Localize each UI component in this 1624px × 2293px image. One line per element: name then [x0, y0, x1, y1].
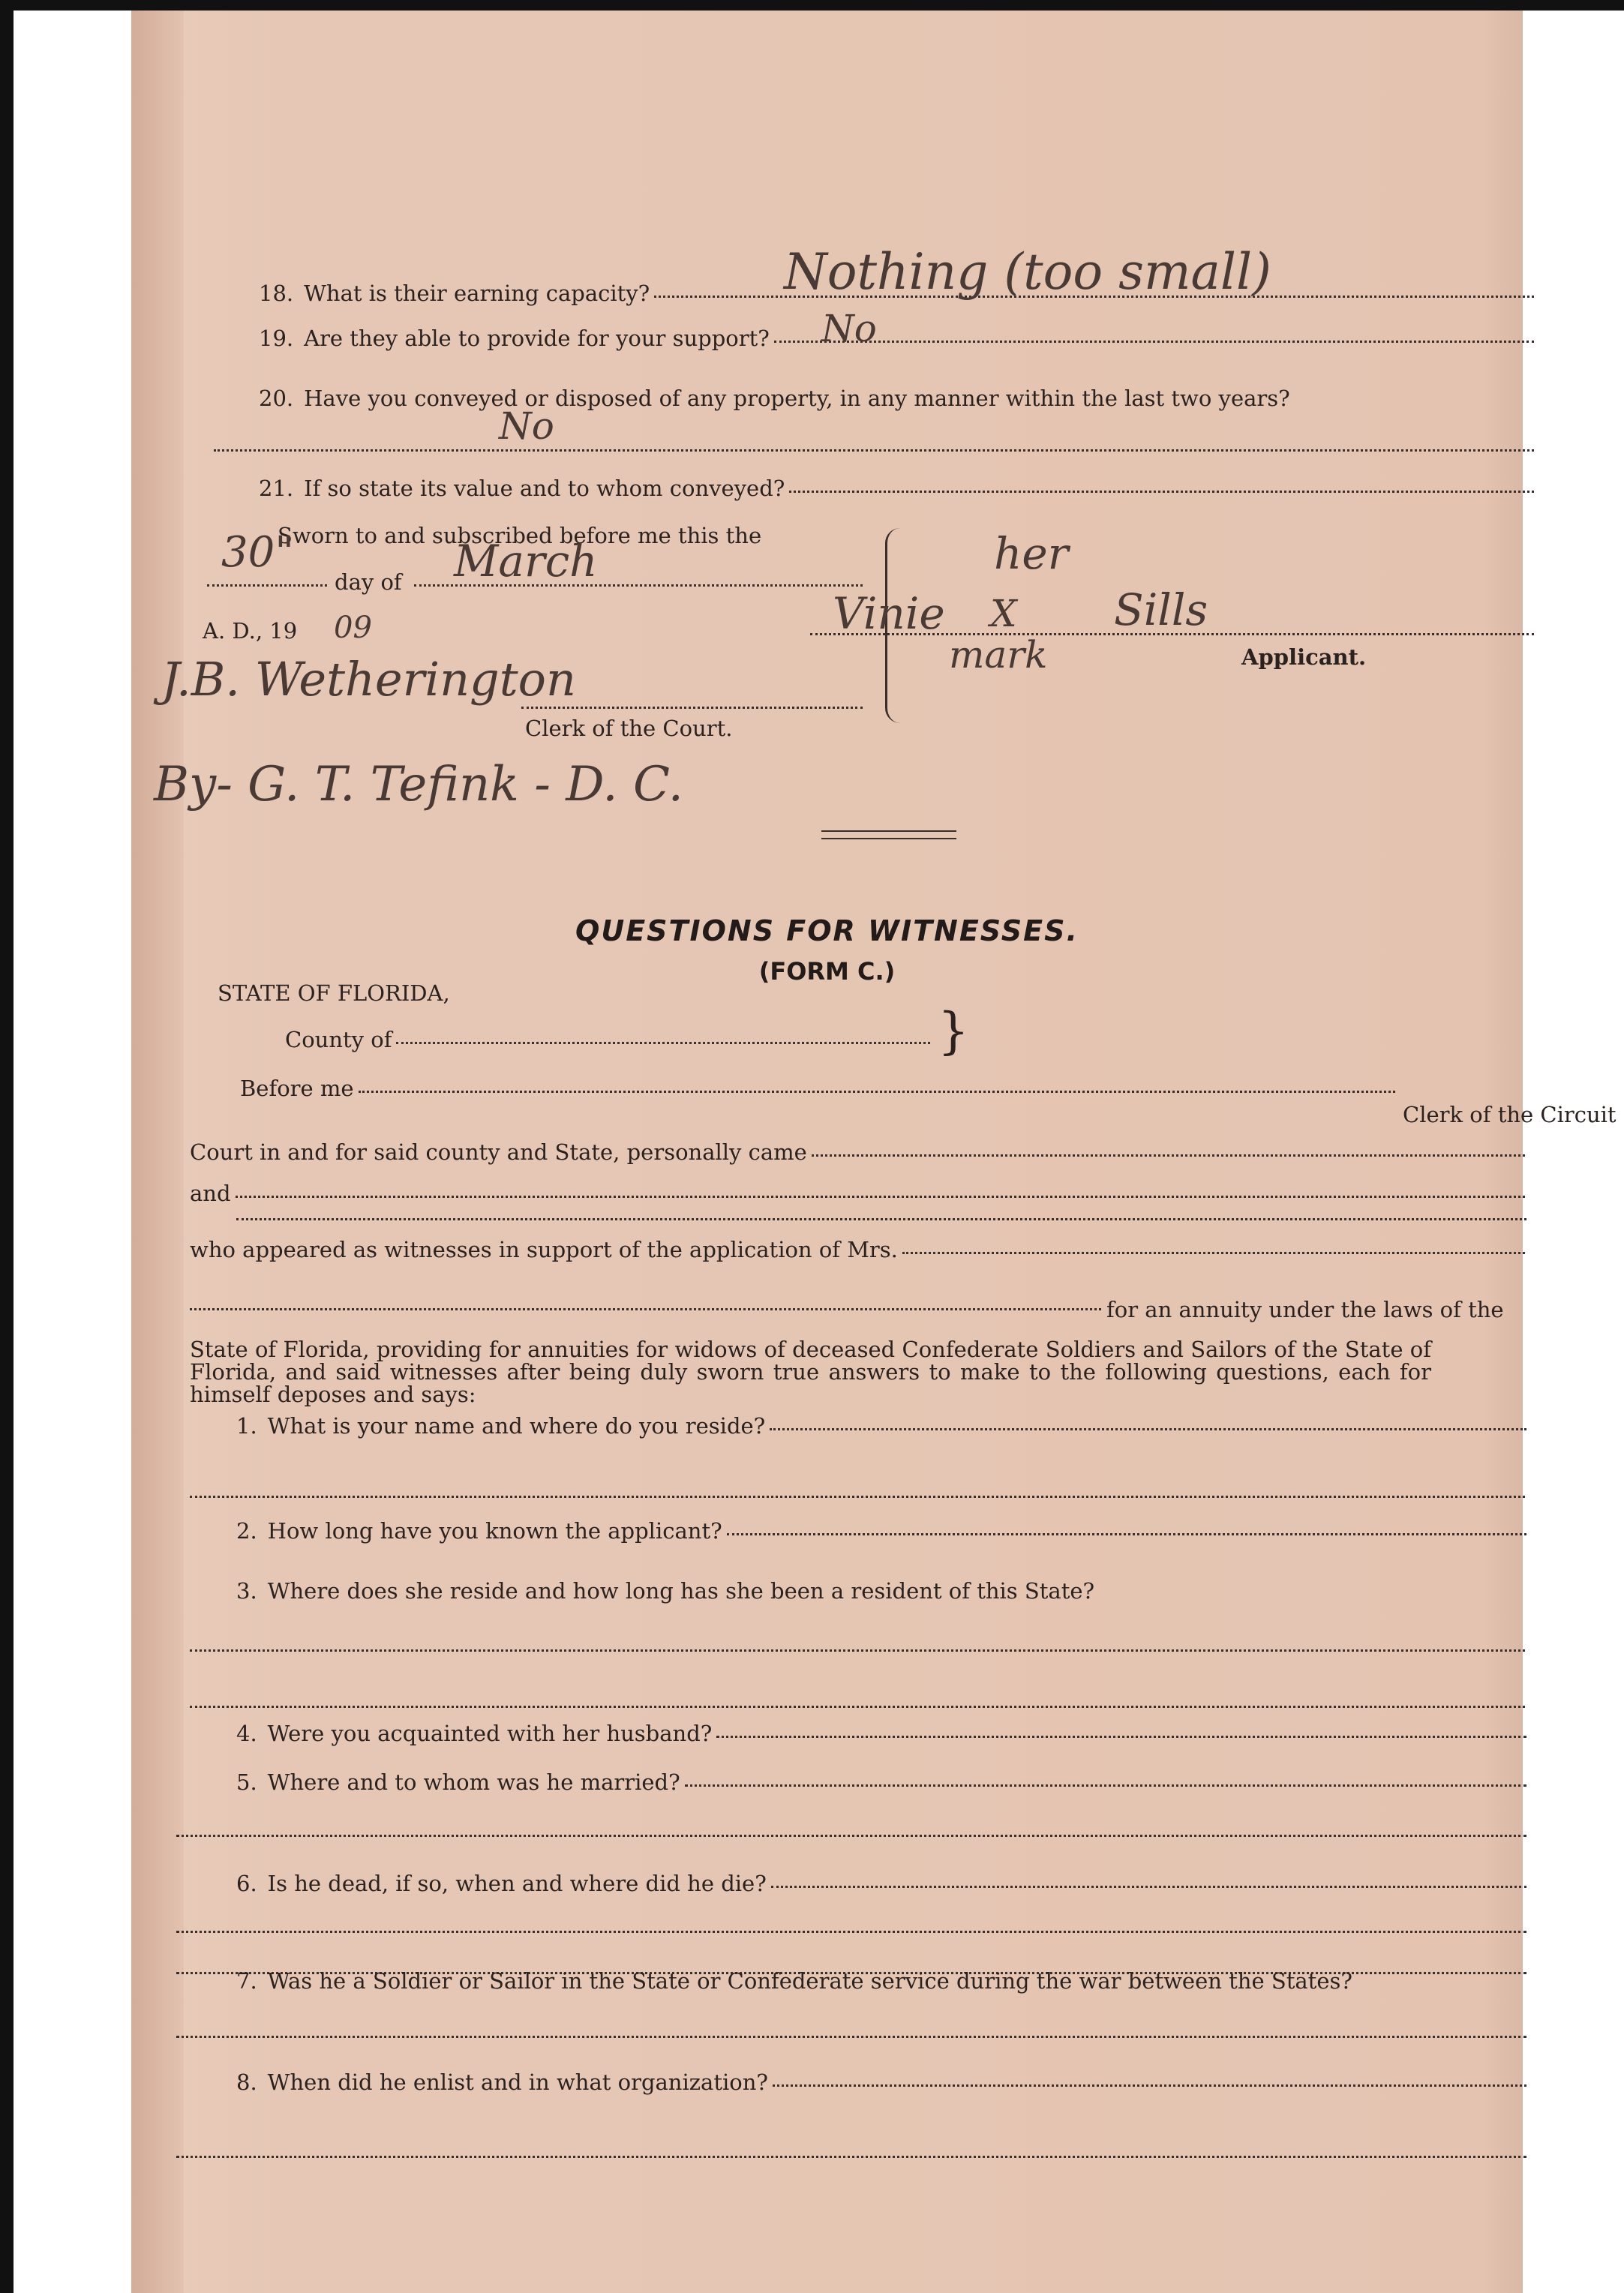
question-text: Were you acquainted with her husband?: [267, 1721, 713, 1746]
and-label: and: [190, 1181, 231, 1206]
day-of-label: day of: [335, 569, 402, 595]
second-witness-blank: [236, 1195, 1525, 1198]
answer-line: [176, 2156, 1526, 2158]
witness-question-5: [236, 1769, 1526, 1795]
answer-18-handwritten: Nothing (too small): [784, 243, 1271, 301]
answer-20-handwritten: No: [499, 404, 554, 448]
clerk-name-blank: [359, 1090, 1395, 1093]
clerk-circuit-label: Clerk of the Circuit: [1403, 1102, 1616, 1127]
answer-line: [190, 1706, 1525, 1708]
witness-question-3: [236, 1578, 1094, 1604]
witness-section-subtitle: (FORM C.): [758, 957, 896, 986]
sworn-statement: Sworn to and subscribed before me this the: [278, 523, 762, 548]
question-text: Where and to whom was he married?: [267, 1769, 680, 1795]
before-me-label: Before me: [240, 1076, 354, 1101]
year-handwritten: 09: [334, 611, 372, 645]
witness-question-4: [236, 1721, 1526, 1746]
witness-section-title: QUESTIONS FOR WITNESSES.: [575, 914, 1079, 947]
day-handwritten: 30": [221, 528, 295, 577]
answer-line: [789, 490, 1534, 493]
court-line: [190, 1139, 1525, 1165]
and-line: [190, 1181, 1525, 1206]
bleed-through-text: [844, 131, 850, 153]
question-number: 1.: [236, 1413, 257, 1439]
question-text: What is their earning capacity?: [304, 281, 650, 306]
oath-paragraph: State of Florida, providing for annuities for widows of deceased Confederate Soldiers and Sailors of the State of Florida, and said witnesses after being duly sworn true answers to make to the following questions, each for himself deposes and says:: [190, 1337, 1431, 1407]
question-number: 18.: [259, 281, 294, 306]
month-handwritten: March: [454, 536, 598, 587]
appeared-line: [190, 1237, 1525, 1262]
answer-line: [727, 1532, 1526, 1535]
question-21: [259, 476, 1534, 501]
answer-line: [685, 1784, 1526, 1787]
answer-19-handwritten: No: [821, 307, 877, 350]
answer-line: [716, 1735, 1526, 1738]
question-20: [259, 386, 1290, 411]
applicant-label: Applicant.: [1241, 644, 1367, 670]
answer-line: [774, 340, 1534, 343]
section-divider: [821, 830, 956, 839]
question-number: 8.: [236, 2069, 257, 2095]
question-number: 19.: [259, 326, 294, 351]
answer-line: [771, 1885, 1526, 1888]
witness-name-blank: [812, 1154, 1525, 1157]
document-page: [131, 11, 1616, 2293]
state-label: STATE OF FLORIDA,: [218, 980, 450, 1006]
question-number: 7.: [236, 1968, 257, 1994]
question-number: 5.: [236, 1769, 257, 1795]
answer-line: [770, 1427, 1526, 1430]
clerk-label: Clerk of the Court.: [525, 716, 733, 741]
witness-question-7: [236, 1968, 1352, 1994]
county-label: County of: [285, 1027, 392, 1052]
answer-line: [190, 1649, 1525, 1652]
question-text: Was he a Soldier or Sailor in the State or Confederate service during the war between the States?: [267, 1968, 1352, 1994]
question-number: 2.: [236, 1518, 257, 1544]
question-number: 3.: [236, 1578, 257, 1604]
question-text: When did he enlist and in what organization?: [267, 2069, 768, 2095]
question-text: Where does she reside and how long has she been a resident of this State?: [267, 1578, 1095, 1604]
court-label: Court in and for said county and State, personally came: [190, 1139, 807, 1165]
applicant-mark-her: her: [994, 528, 1069, 579]
county-brace: }: [938, 1002, 969, 1060]
clerk-signature: J.B. Wetherington: [161, 652, 576, 707]
question-text: Are they able to provide for your support?: [304, 326, 770, 351]
county-blank: [396, 1041, 930, 1044]
anno-domini-label: A. D., 19: [203, 618, 298, 644]
question-text: Is he dead, if so, when and where did he die?: [267, 1871, 767, 1896]
answer-line: [773, 2084, 1526, 2087]
applicant-mark-word: mark: [949, 633, 1048, 677]
applicant-first-name: Vinie: [833, 588, 945, 639]
annuity-label: for an annuity under the laws of the: [1106, 1297, 1504, 1322]
scan-border-top: [0, 0, 1624, 11]
day-line: [207, 584, 327, 587]
question-number: 4.: [236, 1721, 257, 1746]
answer-line: [176, 1931, 1526, 1933]
question-text: What is your name and where do you reside?: [267, 1413, 766, 1439]
question-19: [259, 326, 1534, 351]
witness-question-8: [236, 2069, 1526, 2095]
applicant-signature-line: [810, 633, 1534, 635]
appeared-label: who appeared as witnesses in support of the application of Mrs.: [190, 1237, 898, 1262]
applicant-name-blank: [902, 1251, 1525, 1254]
scan-border-left: [0, 0, 14, 2293]
witness-question-2: [236, 1518, 1526, 1544]
blank-line: [190, 1308, 1101, 1310]
answer-line: [176, 2036, 1526, 2038]
page-binding: [131, 11, 184, 2293]
clerk-signature-line: [521, 707, 863, 709]
question-number: 6.: [236, 1871, 257, 1896]
witness-question-1: [236, 1413, 1526, 1439]
answer-line: [214, 449, 1534, 452]
answer-line: [190, 1496, 1525, 1498]
applicant-mark-x: X: [990, 592, 1017, 635]
question-number: 20.: [259, 386, 294, 411]
witness-question-6: [236, 1871, 1526, 1896]
question-text: Have you conveyed or disposed of any property, in any manner within the last two years?: [304, 386, 1290, 411]
blank-line: [236, 1218, 1526, 1220]
question-number: 21.: [259, 476, 294, 501]
question-text: How long have you known the applicant?: [267, 1518, 722, 1544]
deputy-clerk-signature: By- G. T. Tefink - D. C.: [154, 757, 683, 812]
county-line: [285, 1027, 930, 1052]
answer-line: [176, 1835, 1526, 1837]
before-me-line: [240, 1076, 1395, 1101]
applicant-surname: Sills: [1114, 584, 1208, 635]
question-text: If so state its value and to whom conveyed?: [304, 476, 785, 501]
